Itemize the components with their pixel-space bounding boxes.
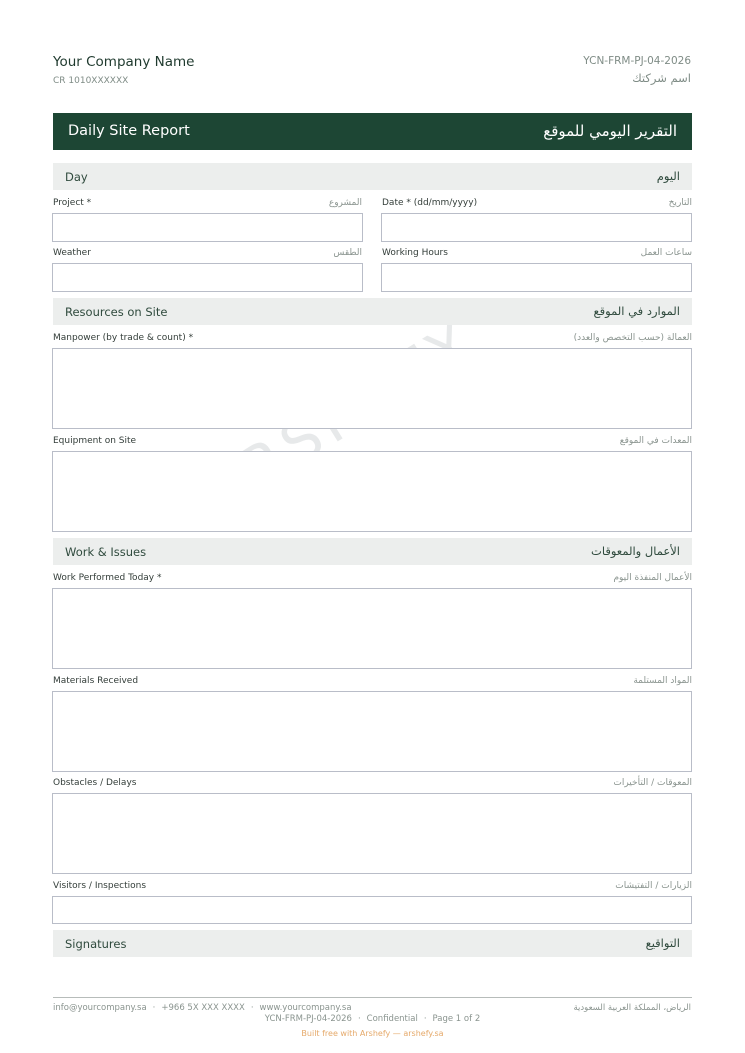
section-signatures	[53, 930, 692, 957]
footer-divider	[53, 997, 692, 998]
date-label: Date * (dd/mm/yyyy)	[382, 198, 478, 208]
project-label: Project *	[53, 198, 92, 208]
weather-label-ar: الطقس	[333, 248, 362, 258]
footer-doc-info	[0, 1014, 745, 1024]
section-resources	[53, 298, 692, 325]
obstacles-textarea[interactable]	[52, 793, 692, 874]
materials-textarea[interactable]	[52, 691, 692, 772]
obstacles-label: Obstacles / Delays	[53, 778, 137, 788]
footer-separator: ·	[152, 1003, 156, 1013]
visitors-field[interactable]	[52, 896, 692, 924]
equipment-label-ar: المعدات في الموقع	[619, 436, 692, 446]
work-performed-label: Work Performed Today *	[53, 573, 162, 583]
weather-label: Weather	[53, 248, 91, 258]
section-work-issues	[53, 538, 692, 565]
visitors-label: Visitors / Inspections	[53, 881, 147, 891]
footer-built-with: Built free with Arshefy — arshefy.sa	[301, 1029, 444, 1038]
footer-email: info@yourcompany.sa	[53, 1003, 147, 1013]
footer-page-number: Page 1 of 2	[432, 1014, 481, 1024]
footer-separator: ·	[423, 1014, 427, 1024]
manpower-label: Manpower (by trade & count) *	[53, 333, 194, 343]
working-hours-label-ar: ساعات العمل	[640, 248, 692, 258]
work-performed-textarea[interactable]	[52, 588, 692, 669]
materials-label-ar: المواد المستلمة	[633, 676, 692, 686]
working-hours-label: Working Hours	[382, 248, 448, 258]
visitors-label-ar: الزيارات / التفتيشات	[615, 881, 692, 891]
report-title-en: Daily Site Report	[68, 123, 190, 139]
footer-doc-code: YCN-FRM-PJ-04-2026	[264, 1014, 352, 1024]
section-work-title-en: Work & Issues	[65, 545, 147, 559]
date-field[interactable]	[381, 213, 692, 242]
footer-phone: +966 5X XXX XXXX	[161, 1003, 245, 1013]
section-day-title-ar: اليوم	[656, 169, 680, 183]
section-signatures-title-en: Signatures	[65, 937, 127, 951]
section-day-title-en: Day	[65, 170, 88, 184]
obstacles-label-ar: المعوقات / التأخيرات	[613, 778, 692, 788]
section-resources-title-ar: الموارد في الموقع	[593, 304, 680, 318]
footer-contact	[53, 1003, 352, 1013]
date-label-ar: التاريخ	[668, 198, 692, 208]
section-work-title-ar: الأعمال والمعوقات	[591, 544, 680, 558]
manpower-label-ar: العمالة (حسب التخصص والعدد)	[573, 333, 692, 343]
company-name-arabic: اسم شركتك	[632, 71, 691, 85]
company-cr-number: CR 1010XXXXXX	[53, 76, 129, 86]
footer-confidential: Confidential	[366, 1014, 418, 1024]
title-banner	[53, 113, 692, 150]
project-field[interactable]	[52, 213, 363, 242]
section-signatures-title-ar: التواقيع	[645, 936, 680, 950]
section-day	[53, 163, 692, 190]
working-hours-field[interactable]	[381, 263, 692, 292]
equipment-label: Equipment on Site	[53, 436, 137, 446]
footer-website: www.yourcompany.sa	[259, 1003, 352, 1013]
equipment-textarea[interactable]	[52, 451, 692, 532]
work-performed-label-ar: الأعمال المنفذة اليوم	[613, 573, 692, 583]
weather-field[interactable]	[52, 263, 363, 292]
section-resources-title-en: Resources on Site	[65, 305, 168, 319]
materials-label: Materials Received	[53, 676, 139, 686]
footer-separator: ·	[250, 1003, 254, 1013]
manpower-textarea[interactable]	[52, 348, 692, 429]
company-name: Your Company Name	[53, 54, 195, 70]
report-title-ar: التقرير اليومي للموقع	[543, 122, 677, 140]
project-label-ar: المشروع	[328, 198, 362, 208]
footer-separator: ·	[357, 1014, 361, 1024]
footer-location-ar: الرياض، المملكة العربية السعودية	[573, 1003, 691, 1013]
document-code: YCN-FRM-PJ-04-2026	[583, 55, 691, 67]
